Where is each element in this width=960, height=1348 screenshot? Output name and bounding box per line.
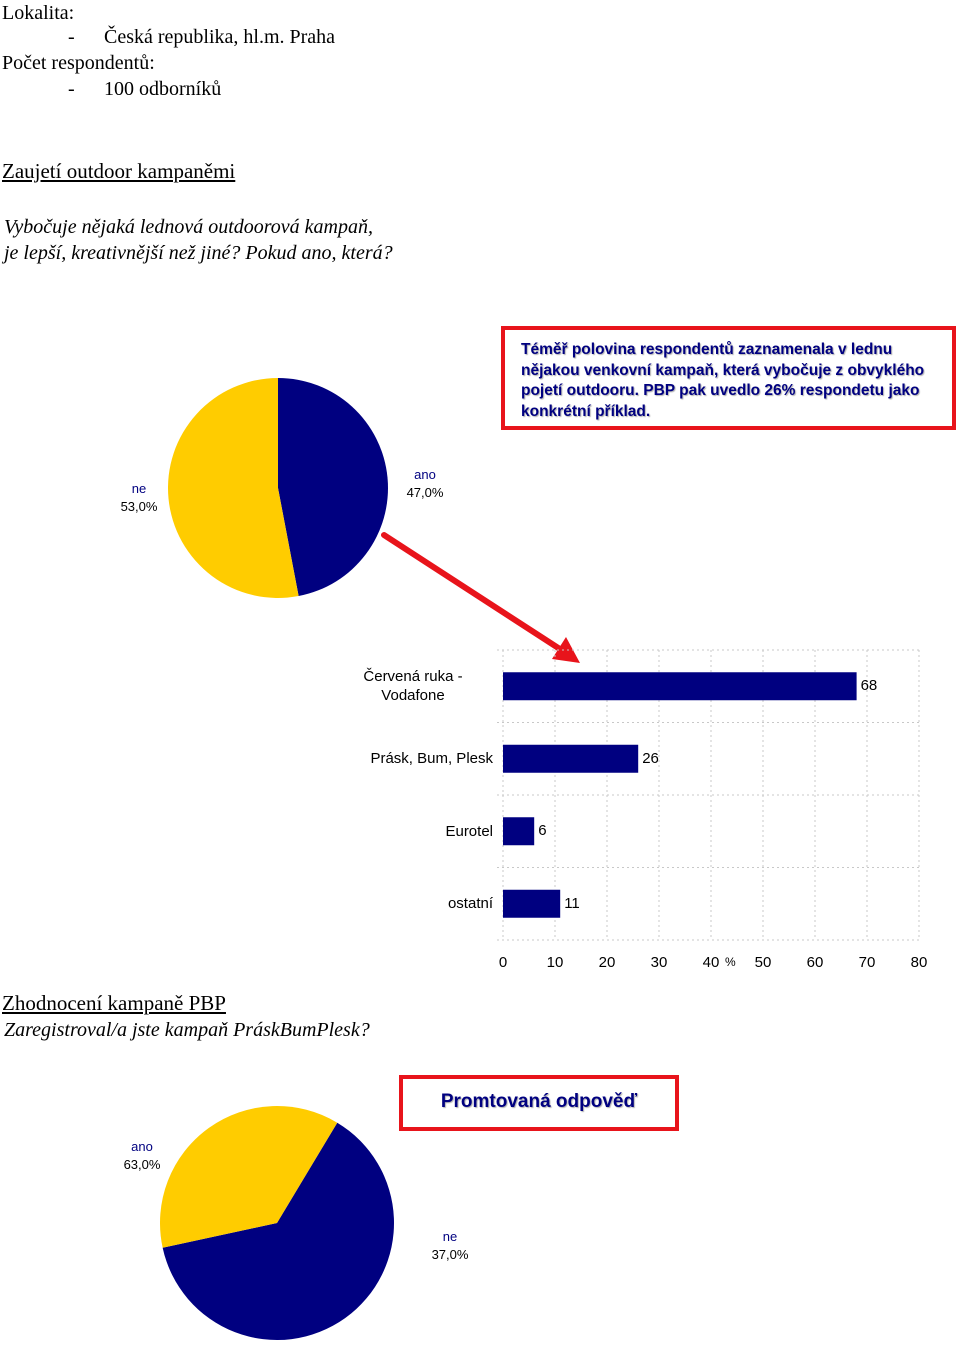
bar-x-tick-label: 40 <box>702 954 720 971</box>
pie2-label-ne <box>415 1228 485 1264</box>
bar-category-label-line: Vodafone <box>381 687 445 705</box>
location-value: Česká republika, hl.m. Praha <box>104 26 336 48</box>
bar-x-axis-unit: % <box>725 955 736 969</box>
pie1-label-ne-name: ne <box>131 481 147 496</box>
pie2-label-ano-name: ano <box>131 1139 153 1154</box>
bar-x-tick-label: 80 <box>910 954 928 971</box>
bar-category-label <box>333 822 493 841</box>
pie1-label-ne <box>104 480 174 516</box>
bar-category-label <box>333 749 493 768</box>
summary-callout <box>501 326 956 430</box>
bar-x-tick-label: 50 <box>754 954 772 971</box>
pie1-label-ne-value: 53,0% <box>120 499 158 514</box>
summary-text: Téměř polovina respondentů zaznamenala v lednu nějakou venkovní kampaň, která vybočuje z obvyklého pojetí outdooru. PBP pak uvedlo 26% respondetu jako konkrétní příklad. <box>521 341 925 420</box>
bar-x-tick-label: 70 <box>858 954 876 971</box>
bar-category-label-line: Červená ruka - <box>363 668 463 686</box>
section2-question: Zaregistroval/a jste kampaň PráskBumPlesk? <box>4 1019 370 1041</box>
bar <box>503 890 560 918</box>
bar-x-tick-label: 60 <box>806 954 824 971</box>
bar-category-label-line: Eurotel <box>445 822 493 840</box>
pie2-label-ne-name: ne <box>442 1229 458 1244</box>
pie2-label-ano <box>107 1138 177 1174</box>
section1-question-line2: je lepší, kreativnější než jiné? Pokud ano, která? <box>4 242 393 264</box>
pie1-label-ano-name: ano <box>414 467 436 482</box>
pie1-label-ano <box>390 466 460 502</box>
bar-value-label: 68 <box>860 677 878 695</box>
pie1-label-ano-value: 47,0% <box>406 485 444 500</box>
bar-value-label: 26 <box>642 749 659 767</box>
bar-category-label-line: Prásk, Bum, Plesk <box>370 750 493 768</box>
bar-category-label-line: ostatní <box>447 895 493 913</box>
pie-chart-2 <box>160 1098 430 1348</box>
section1-question-line1: Vybočuje nějaká lednová outdoorová kampaň, <box>4 216 373 238</box>
bar-x-tick-label: 0 <box>498 954 508 971</box>
respondents-dash: - <box>68 78 75 100</box>
prompted-answer-box <box>399 1075 679 1131</box>
bar <box>503 672 857 700</box>
location-label: Lokalita: <box>2 2 75 24</box>
pie2-label-ano-value: 63,0% <box>123 1157 161 1172</box>
bar-value-label: 11 <box>564 894 580 912</box>
pie2-label-ne-value: 37,0% <box>431 1247 469 1262</box>
bar-x-tick-label: 20 <box>598 954 616 971</box>
bar-value-label: 6 <box>538 822 547 840</box>
respondents-label: Počet respondentů: <box>2 52 155 74</box>
respondents-value: 100 odborníků <box>104 78 222 100</box>
section2-title: Zhodnocení kampaně PBP <box>2 991 226 1015</box>
bar-x-tick-label: 10 <box>546 954 564 971</box>
prompted-answer-label: Promtovaná odpověď <box>440 1091 638 1112</box>
bar-category-label <box>333 667 493 705</box>
bar-x-tick-label: 30 <box>650 954 668 971</box>
bar-category-label <box>333 894 493 913</box>
bar <box>503 817 534 845</box>
bar <box>503 745 638 773</box>
section1-title: Zaujetí outdoor kampaněmi <box>2 159 236 183</box>
location-dash: - <box>68 26 75 48</box>
